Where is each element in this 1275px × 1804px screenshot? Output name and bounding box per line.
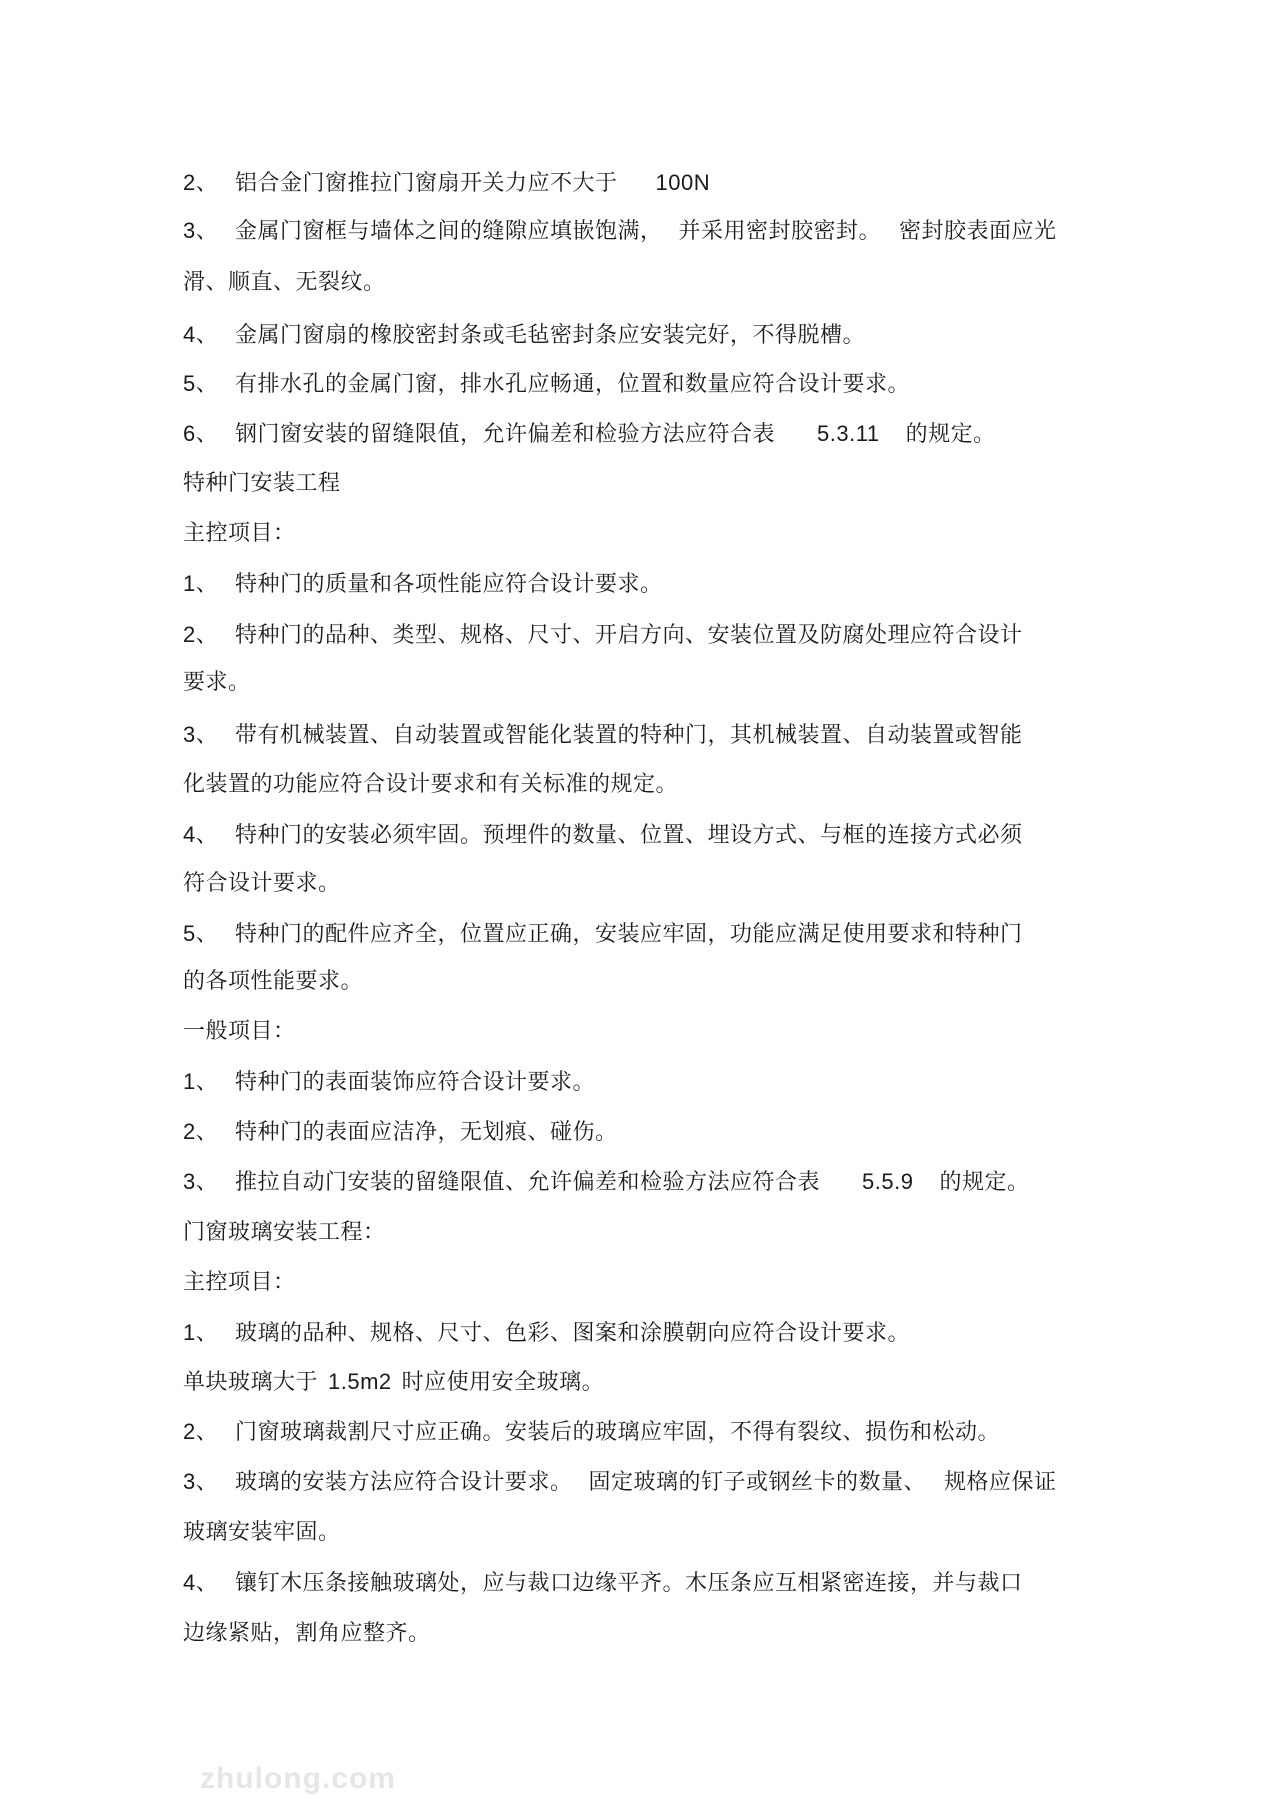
clause-line — [183, 1117, 618, 1148]
clause-number: 3、 — [183, 1469, 219, 1494]
clause-text: 的各项性能要求。 — [183, 969, 364, 994]
clause-line — [183, 1318, 910, 1349]
clause-line — [183, 419, 996, 450]
clause-number: 5、 — [183, 921, 219, 946]
clause-number: 3、 — [183, 218, 219, 243]
clause-number: 3、 — [183, 722, 219, 747]
table-reference: 5.3.11 — [817, 421, 880, 446]
clause-number: 1、 — [183, 1320, 219, 1345]
clause-text: 带有机械装置、自动装置或智能化装置的特种门，其机械装置、自动装置或智能 — [235, 723, 1023, 748]
clause-text: 特种门的品种、类型、规格、尺寸、开启方向、安装位置及防腐处理应符合设计 — [235, 623, 1023, 648]
clause-line — [183, 1417, 1000, 1448]
clause-line — [183, 1568, 1023, 1599]
clause-text: 有排水孔的金属门窗，排水孔应畅通，位置和数量应符合设计要求。 — [235, 372, 911, 397]
clause-continuation — [183, 770, 678, 800]
subsection-heading: 主控项目： — [183, 521, 296, 546]
clause-continuation — [183, 668, 251, 698]
clause-text: 的规定。 — [905, 422, 996, 447]
clause-line — [183, 569, 663, 600]
clause-number: 1、 — [183, 571, 219, 596]
clause-number: 2、 — [183, 1419, 219, 1444]
subsection-heading: 主控项目： — [183, 1270, 296, 1295]
clause-number: 4、 — [183, 322, 219, 347]
clause-number: 4、 — [183, 822, 219, 847]
clause-text: 滑、顺直、无裂纹。 — [183, 270, 386, 295]
table-reference: 5.5.9 — [862, 1169, 914, 1194]
clause-number: 4、 — [183, 1570, 219, 1595]
watermark: zhulong.com — [200, 1762, 396, 1795]
clause-text: 玻璃的安装方法应符合设计要求。 — [235, 1470, 573, 1495]
clause-text: 玻璃的品种、规格、尺寸、色彩、图案和涂膜朝向应符合设计要求。 — [235, 1321, 911, 1346]
clause-line — [183, 720, 1023, 751]
clause-number: 6、 — [183, 421, 219, 446]
clause-text: 特种门的表面应洁净，无划痕、碰伤。 — [235, 1120, 618, 1145]
section-heading: 门窗玻璃安装工程： — [183, 1220, 386, 1245]
clause-line — [183, 820, 1023, 851]
clause-text: 金属门窗框与墙体之间的缝隙应填嵌饱满， — [235, 219, 663, 244]
clause-text: 规格应保证 — [944, 1470, 1057, 1495]
clause-continuation — [183, 1518, 341, 1548]
section-heading: 特种门安装工程 — [183, 471, 341, 496]
subsection-heading: 一般项目： — [183, 1019, 296, 1044]
clause-line — [183, 1167, 1029, 1198]
clause-text: 镶钉木压条接触玻璃处，应与裁口边缘平齐。木压条应互相紧密连接，并与裁口 — [235, 1571, 1023, 1596]
clause-text: 密封胶表面应光 — [899, 219, 1057, 244]
clause-number: 3、 — [183, 1169, 219, 1194]
clause-text: 单块玻璃大于 — [183, 1370, 319, 1395]
clause-text: 推拉自动门安装的留缝限值、允许偏差和检验方法应符合表 — [235, 1170, 821, 1195]
clause-line — [183, 919, 1023, 950]
clause-line — [183, 620, 1023, 651]
clause-text: 金属门窗扇的橡胶密封条或毛毡密封条应安装完好，不得脱槽。 — [235, 323, 866, 348]
clause-continuation — [183, 869, 341, 899]
clause-line — [183, 320, 865, 351]
clause-line — [183, 168, 710, 199]
area-value: 1.5m2 — [328, 1369, 392, 1394]
clause-text: 特种门的配件应齐全，位置应正确，安装应牢固，功能应满足使用要求和特种门 — [235, 922, 1023, 947]
clause-number: 2、 — [183, 622, 219, 647]
clause-continuation — [183, 268, 386, 298]
clause-text: 时应使用安全玻璃。 — [401, 1370, 605, 1395]
clause-line — [183, 216, 1057, 247]
clause-text: 并采用密封胶密封。 — [678, 219, 882, 244]
clause-text: 符合设计要求。 — [183, 871, 341, 896]
clause-text: 的规定。 — [939, 1170, 1030, 1195]
clause-line — [183, 1067, 595, 1098]
clause-text: 特种门的表面装饰应符合设计要求。 — [235, 1070, 596, 1095]
clause-number: 1、 — [183, 1069, 219, 1094]
clause-continuation — [183, 967, 363, 997]
clause-text: 边缘紧贴，割角应整齐。 — [183, 1621, 431, 1646]
clause-text: 门窗玻璃裁割尺寸应正确。安装后的玻璃应牢固，不得有裂纹、损伤和松动。 — [235, 1420, 1001, 1445]
clause-text: 特种门的安装必须牢固。预埋件的数量、位置、埋设方式、与框的连接方式必须 — [235, 823, 1023, 848]
clause-line — [183, 1467, 1057, 1498]
clause-continuation — [183, 1619, 431, 1649]
clause-text: 铝合金门窗推拉门窗扇开关力应不大于 — [235, 171, 618, 196]
clause-text: 化装置的功能应符合设计要求和有关标准的规定。 — [183, 772, 679, 797]
clause-value: 100N — [655, 170, 711, 195]
clause-text: 玻璃安装牢固。 — [183, 1520, 341, 1545]
clause-continuation — [183, 1367, 604, 1398]
clause-number: 2、 — [183, 1119, 219, 1144]
clause-text: 要求。 — [183, 670, 251, 695]
clause-text: 特种门的质量和各项性能应符合设计要求。 — [235, 572, 663, 597]
clause-line — [183, 369, 910, 400]
clause-number: 5、 — [183, 371, 219, 396]
clause-text: 固定玻璃的钉子或钢丝卡的数量、 — [588, 1470, 927, 1495]
clause-number: 2、 — [183, 170, 219, 195]
clause-text: 钢门窗安装的留缝限值，允许偏差和检验方法应符合表 — [235, 422, 776, 447]
